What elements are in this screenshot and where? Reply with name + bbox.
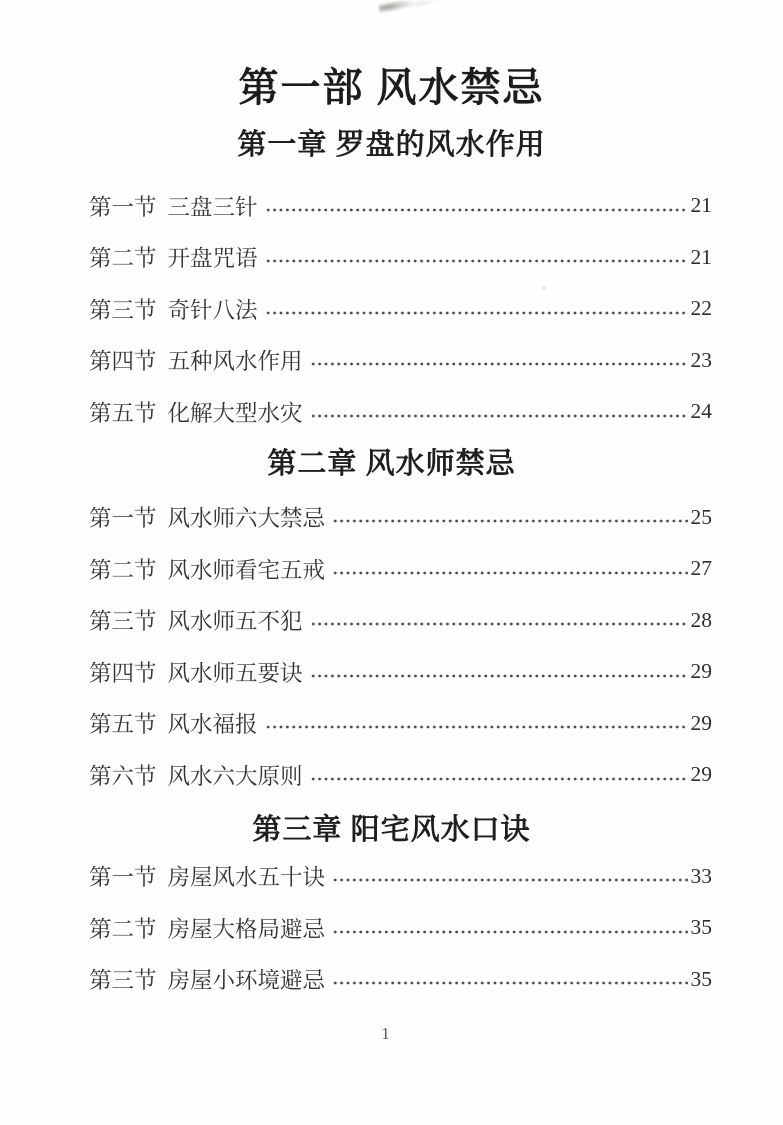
dot-leader	[332, 902, 687, 954]
toc-entry	[89, 595, 712, 647]
toc-entry	[89, 386, 712, 438]
section-label: 第三节	[89, 609, 157, 635]
section-label: 第五节	[89, 400, 157, 426]
scan-smudge-artifact	[378, 0, 415, 14]
section-page-number: 21	[690, 244, 712, 269]
section-label: 第四节	[89, 349, 157, 375]
section-page-number: 35	[690, 915, 712, 940]
chapter-heading-2: 第二章 风水师禁忌	[267, 447, 516, 480]
section-title: 风水福报	[167, 712, 258, 738]
toc-entry	[89, 902, 712, 954]
toc-entry	[89, 954, 712, 1006]
dot-leader	[265, 232, 688, 284]
section-page-number: 29	[690, 710, 712, 735]
scan-speck-artifact	[541, 286, 547, 290]
section-label: 第五节	[89, 712, 157, 738]
section-label: 第二节	[89, 557, 157, 583]
section-title: 风水师六大禁忌	[167, 506, 326, 532]
section-title: 风水师五不犯	[167, 609, 303, 635]
dot-leader	[310, 749, 688, 801]
toc-entry	[89, 283, 712, 335]
section-title: 开盘咒语	[167, 246, 258, 272]
part-title: 第一部 风水禁忌	[238, 65, 545, 110]
section-page-number: 29	[690, 659, 712, 684]
section-title: 房屋小环境避忌	[167, 968, 326, 994]
section-title: 房屋风水五十诀	[167, 865, 326, 891]
toc-entry	[89, 543, 712, 595]
dot-leader	[332, 851, 687, 903]
section-page-number: 24	[690, 399, 712, 424]
toc-list-chapter-1	[89, 180, 712, 438]
section-page-number: 29	[690, 762, 712, 787]
toc-entry	[89, 698, 712, 750]
section-title: 化解大型水灾	[167, 400, 303, 426]
section-page-number: 22	[690, 296, 712, 321]
section-page-number: 33	[690, 863, 712, 888]
section-label: 第三节	[89, 297, 157, 323]
toc-entry	[89, 646, 712, 698]
dot-leader	[310, 386, 688, 438]
section-label: 第二节	[89, 916, 157, 942]
dot-leader	[332, 492, 687, 544]
toc-entry	[89, 232, 712, 284]
toc-entry	[89, 851, 712, 903]
dot-leader	[332, 543, 687, 595]
section-title: 风水师看宅五戒	[167, 557, 326, 583]
section-label: 第六节	[89, 763, 157, 789]
section-title: 房屋大格局避忌	[167, 916, 326, 942]
dot-leader	[265, 698, 688, 750]
dot-leader	[310, 646, 688, 698]
toc-entry	[89, 180, 712, 232]
chapter-heading-3: 第三章 阳宅风水口诀	[252, 813, 531, 846]
dot-leader	[332, 954, 687, 1006]
dot-leader	[265, 180, 688, 232]
toc-entry	[89, 335, 712, 387]
dot-leader	[265, 283, 688, 335]
dot-leader	[310, 595, 688, 647]
toc-list-chapter-2	[89, 492, 712, 801]
section-label: 第一节	[89, 194, 157, 220]
section-title: 风水六大原则	[167, 763, 303, 789]
toc-list-chapter-3	[89, 851, 712, 1006]
section-title: 五种风水作用	[167, 349, 303, 375]
section-page-number: 21	[690, 193, 712, 218]
toc-entry	[89, 749, 712, 801]
section-title: 奇针八法	[167, 297, 258, 323]
section-page-number: 28	[690, 607, 712, 632]
section-label: 第三节	[89, 968, 157, 994]
chapter-heading-1: 第一章 罗盘的风水作用	[237, 129, 546, 161]
footer-page-number: 1	[381, 1024, 390, 1043]
section-label: 第一节	[89, 506, 157, 532]
dot-leader	[310, 335, 688, 387]
section-title: 三盘三针	[167, 194, 258, 220]
toc-entry	[89, 492, 712, 544]
section-label: 第四节	[89, 660, 157, 686]
section-label: 第二节	[89, 246, 157, 272]
section-page-number: 25	[690, 504, 712, 529]
section-label: 第一节	[89, 865, 157, 891]
section-page-number: 27	[690, 556, 712, 581]
section-page-number: 23	[690, 347, 712, 372]
section-title: 风水师五要诀	[167, 660, 303, 686]
section-page-number: 35	[690, 966, 712, 991]
